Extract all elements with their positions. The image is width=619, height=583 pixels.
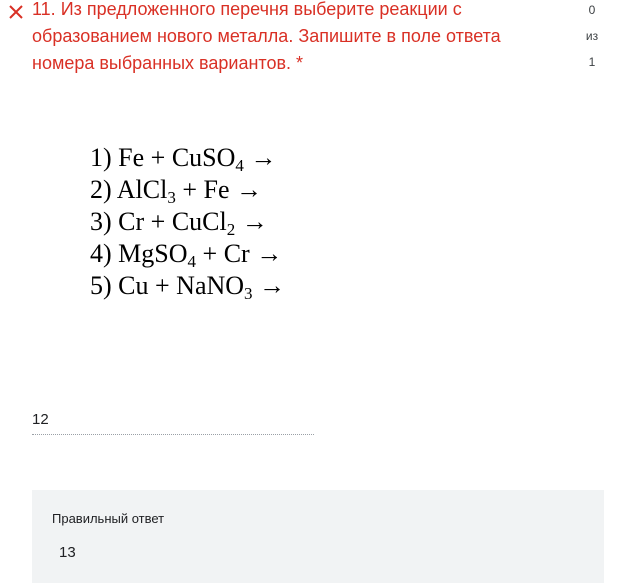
arrow-icon: → — [241, 207, 268, 236]
reaction-formula: AlCl — [116, 175, 168, 204]
reaction-formula-tail: + Cr — [202, 239, 250, 268]
reaction-item — [90, 238, 285, 270]
reaction-item — [90, 206, 285, 238]
score-earned: 0 — [588, 3, 596, 17]
arrow-icon: → — [256, 239, 283, 268]
reaction-formula: Cr + CuCl — [118, 207, 227, 236]
reaction-formula: MgSO — [118, 239, 188, 268]
reaction-formula: Cu + NaNO — [118, 271, 245, 300]
reaction-subscript: 3 — [167, 188, 176, 207]
reaction-item — [90, 174, 285, 206]
reaction-number: 3) — [90, 207, 112, 236]
arrow-icon: → — [236, 175, 262, 204]
answer-field-underline — [32, 434, 314, 435]
arrow-icon: → — [259, 271, 286, 300]
question-title: 11. Из предложенного перечня выберите реакции с образованием нового металла. Запишите в поле ответа номера выбранных вариантов. * — [32, 0, 501, 73]
reaction-subscript: 4 — [235, 156, 244, 175]
correct-answer-panel — [32, 490, 604, 583]
reaction-number: 2) — [90, 175, 112, 204]
score-separator: из — [585, 29, 599, 43]
answer-field-value: 12 — [32, 411, 49, 428]
reaction-formula-tail: + Fe — [182, 175, 230, 204]
reaction-number: 5) — [90, 271, 112, 300]
reaction-subscript: 4 — [187, 252, 197, 271]
correct-answer-label: Правильный ответ — [52, 511, 165, 526]
reaction-item — [90, 270, 285, 302]
score-indicator — [582, 0, 602, 75]
reactions-list-image — [90, 142, 285, 302]
close-icon — [8, 4, 24, 20]
score-total: 1 — [588, 55, 596, 69]
reaction-number: 1) — [90, 143, 112, 172]
correct-answer-value: 13 — [59, 544, 76, 561]
arrow-icon: → — [250, 143, 277, 172]
reaction-formula: Fe + CuSO — [118, 143, 236, 172]
reaction-item — [90, 142, 285, 174]
question-header — [8, 0, 568, 77]
reaction-number: 4) — [90, 239, 112, 268]
reaction-subscript: 3 — [244, 284, 253, 303]
reaction-subscript: 2 — [226, 220, 236, 239]
